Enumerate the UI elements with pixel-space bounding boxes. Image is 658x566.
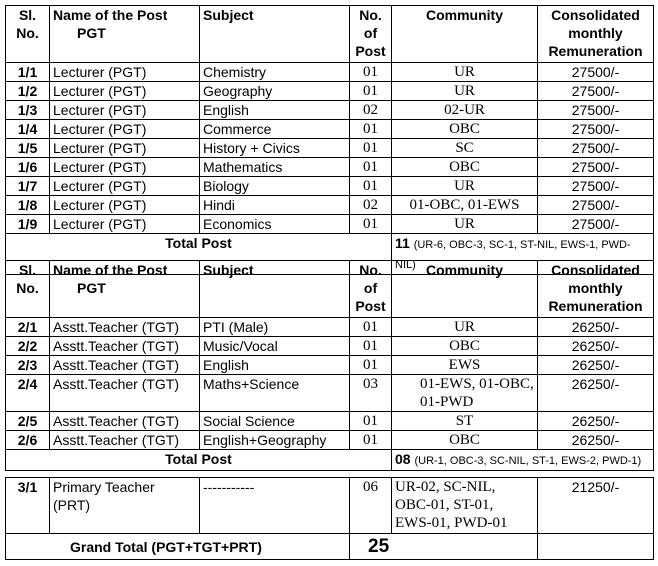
row-post: Asstt.Teacher (TGT) [50,337,200,356]
row-remuneration: 27500/- [538,101,654,120]
row-community: EWS [392,356,538,375]
row-post: Lecturer (PGT) [50,215,200,234]
prt-community: UR-02, SC-NIL, OBC-01, ST-01, EWS-01, PWD-01 [392,478,538,534]
pgt-table [5,5,654,275]
row-no-of-post: 02 [350,101,392,120]
row-subject: English [200,101,350,120]
row-sl: 1/8 [6,196,50,215]
table-row [6,82,654,101]
row-subject: Geography [200,82,350,101]
row-remuneration: 26250/- [538,412,654,431]
row-subject: Mathematics [200,158,350,177]
row-community: OBC [392,337,538,356]
grand-total-label: Grand Total (PGT+TGT+PRT) [6,534,350,560]
community-header: Community [392,6,538,63]
row-remuneration: 27500/- [538,82,654,101]
row-post: Asstt.Teacher (TGT) [50,375,200,412]
row-community: 02-UR [392,101,538,120]
row-community: UR [392,215,538,234]
row-subject: Economics [200,215,350,234]
subject-header: Subject [200,6,350,63]
table-row [6,337,654,356]
row-subject: Social Science [200,412,350,431]
grand-total-value: 25 [350,534,538,560]
grand-total-blank [538,534,654,560]
row-no-of-post: 01 [350,318,392,337]
row-no-of-post: 01 [350,158,392,177]
row-no-of-post: 01 [350,412,392,431]
row-community: SC [392,139,538,158]
row-post: Lecturer (PGT) [50,177,200,196]
row-sl: 1/4 [6,120,50,139]
row-sl: 1/1 [6,63,50,82]
tgt-total-value: 08 (UR-1, OBC-3, SC-NIL, ST-1, EWS-2, PWD-1) [392,450,654,471]
row-no-of-post: 01 [350,63,392,82]
post-header: Name of the Post PGT [50,6,200,63]
tgt-total-row [6,450,654,471]
row-community: OBC [392,158,538,177]
row-sl: 2/4 [6,375,50,412]
tgt-table [5,260,654,471]
table-row [6,101,654,120]
remuneration-header: Consolidated monthly Remuneration [538,261,654,318]
row-community: 01-OBC, 01-EWS [392,196,538,215]
row-subject: English+Geography [200,431,350,450]
row-community: OBC [392,120,538,139]
row-post: Lecturer (PGT) [50,63,200,82]
row-subject: Biology [200,177,350,196]
table-row [6,356,654,375]
table-row [6,63,654,82]
table-row [6,196,654,215]
community-header: Community [392,261,538,318]
row-community: 01-EWS, 01-OBC, 01-PWD [392,375,538,412]
row-community: UR [392,63,538,82]
prt-row [6,478,654,534]
row-subject: Music/Vocal [200,337,350,356]
row-subject: Chemistry [200,63,350,82]
row-sl: 2/6 [6,431,50,450]
table-row [6,158,654,177]
row-sl: 2/5 [6,412,50,431]
prt-subject: ----------- [200,478,350,534]
row-no-of-post: 03 [350,375,392,412]
row-no-of-post: 01 [350,337,392,356]
pgt-total-label: Total Post [6,234,392,275]
row-no-of-post: 01 [350,82,392,101]
row-community: ST [392,412,538,431]
row-remuneration: 27500/- [538,196,654,215]
remuneration-header: Consolidated monthly Remuneration [538,6,654,63]
row-community: UR [392,177,538,196]
row-post: Asstt.Teacher (TGT) [50,431,200,450]
row-community: UR [392,82,538,101]
prt-remuneration: 21250/- [538,478,654,534]
no-of-post-header: No. of Post [350,6,392,63]
row-subject: Maths+Science [200,375,350,412]
row-no-of-post: 01 [350,356,392,375]
prt-sl: 3/1 [6,478,50,534]
table-row [6,215,654,234]
row-sl: 2/3 [6,356,50,375]
row-no-of-post: 01 [350,139,392,158]
table-row [6,318,654,337]
row-subject: PTI (Male) [200,318,350,337]
row-sl: 1/2 [6,82,50,101]
prt-table [5,477,654,560]
row-no-of-post: 01 [350,431,392,450]
row-subject: History + Civics [200,139,350,158]
row-post: Asstt.Teacher (TGT) [50,356,200,375]
table-row [6,120,654,139]
tgt-body [6,318,654,450]
row-remuneration: 27500/- [538,215,654,234]
row-post: Asstt.Teacher (TGT) [50,412,200,431]
subject-header: Subject [200,261,350,318]
tgt-header-row [6,261,654,318]
row-remuneration: 26250/- [538,318,654,337]
row-remuneration: 26250/- [538,431,654,450]
row-no-of-post: 01 [350,120,392,139]
row-no-of-post: 01 [350,215,392,234]
table-row [6,177,654,196]
row-community: OBC [392,431,538,450]
sl-header: Sl. No. [6,6,50,63]
row-sl: 1/3 [6,101,50,120]
row-remuneration: 27500/- [538,158,654,177]
row-sl: 2/2 [6,337,50,356]
row-post: Lecturer (PGT) [50,139,200,158]
row-no-of-post: 02 [350,196,392,215]
row-sl: 2/1 [6,318,50,337]
row-remuneration: 26250/- [538,337,654,356]
table-row [6,431,654,450]
pgt-total-value: 11 (UR-6, OBC-3, SC-1, ST-NIL, EWS-1, PWD-NIL) [392,234,654,275]
row-post: Lecturer (PGT) [50,101,200,120]
row-sl: 1/5 [6,139,50,158]
row-sl: 1/6 [6,158,50,177]
row-post: Lecturer (PGT) [50,120,200,139]
row-remuneration: 27500/- [538,120,654,139]
row-remuneration: 27500/- [538,139,654,158]
no-of-post-header: No. of Post [350,261,392,318]
row-sl: 1/9 [6,215,50,234]
table-row [6,412,654,431]
row-post: Lecturer (PGT) [50,196,200,215]
pgt-header-row [6,6,654,63]
row-subject: Hindi [200,196,350,215]
row-subject: Commerce [200,120,350,139]
table-row [6,375,654,412]
tgt-total-label: Total Post [6,450,392,471]
sl-header: Sl. No. [6,261,50,318]
row-sl: 1/7 [6,177,50,196]
row-post: Lecturer (PGT) [50,82,200,101]
row-no-of-post: 01 [350,177,392,196]
row-post: Lecturer (PGT) [50,158,200,177]
prt-post: Primary Teacher (PRT) [50,478,200,534]
table-row [6,139,654,158]
post-header: Name of the Post PGT [50,261,200,318]
row-community: UR [392,318,538,337]
row-remuneration: 27500/- [538,177,654,196]
grand-total-row [6,534,654,560]
row-remuneration: 26250/- [538,356,654,375]
row-post: Asstt.Teacher (TGT) [50,318,200,337]
prt-no: 06 [350,478,392,534]
pgt-body [6,63,654,234]
row-remuneration: 27500/- [538,63,654,82]
row-remuneration: 26250/- [538,375,654,412]
row-subject: English [200,356,350,375]
